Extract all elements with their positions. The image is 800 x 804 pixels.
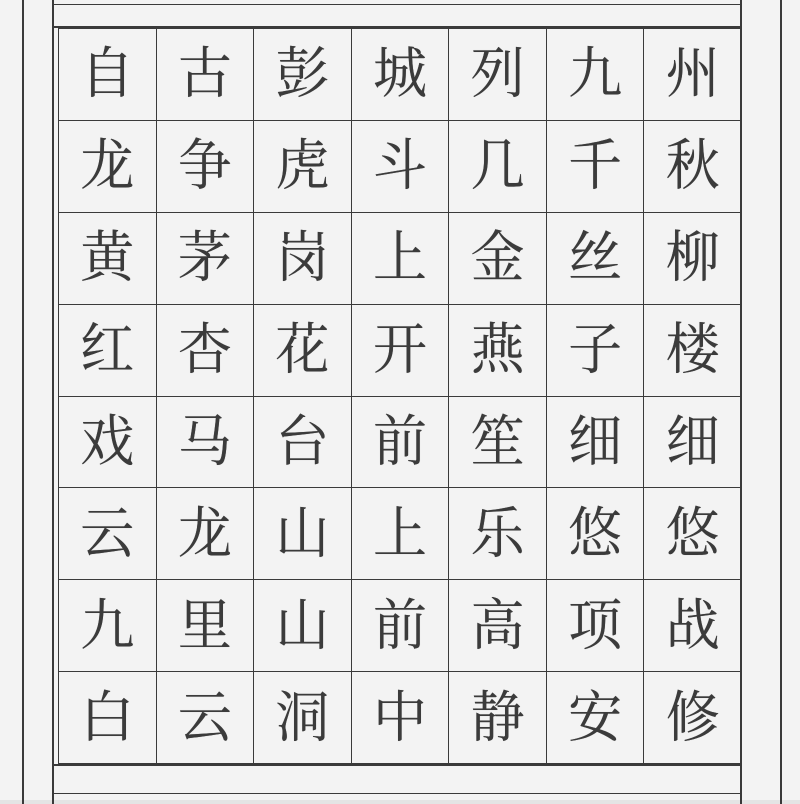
grid-cell <box>547 213 645 305</box>
grid-cell <box>352 580 450 672</box>
character: 上 <box>372 500 427 566</box>
grid-cell <box>449 213 547 305</box>
grid-cell <box>352 29 450 121</box>
grid-cell <box>157 305 255 397</box>
character: 子 <box>568 317 623 382</box>
character: 花 <box>275 317 330 382</box>
character: 高 <box>470 592 525 658</box>
grid-cell <box>352 488 450 580</box>
character: 红 <box>80 317 135 382</box>
character: 戏 <box>80 408 135 474</box>
grid-cell <box>547 580 645 672</box>
character: 九 <box>568 41 623 107</box>
character: 中 <box>372 684 427 750</box>
grid-cell <box>59 121 157 213</box>
grid-cell <box>352 672 450 764</box>
character: 安 <box>568 684 623 750</box>
grid-cell <box>157 672 255 764</box>
character: 城 <box>372 41 427 107</box>
grid-cell <box>449 397 547 489</box>
character: 白 <box>80 684 135 750</box>
character: 自 <box>80 41 135 107</box>
grid-cell <box>254 29 352 121</box>
grid-cell <box>254 672 352 764</box>
character: 彭 <box>275 41 330 107</box>
character: 山 <box>275 592 330 658</box>
top-margin-band <box>52 0 742 28</box>
character: 争 <box>177 133 232 199</box>
character: 茅 <box>177 225 232 291</box>
grid-cell <box>449 121 547 213</box>
grid-cell <box>59 488 157 580</box>
character: 杏 <box>177 317 232 382</box>
character: 秋 <box>665 133 720 199</box>
character-grid <box>58 28 742 764</box>
character: 古 <box>177 41 232 107</box>
character: 楼 <box>665 317 720 382</box>
character: 云 <box>80 500 135 566</box>
grid-cell <box>352 213 450 305</box>
character: 项 <box>568 592 623 658</box>
character: 九 <box>80 592 135 658</box>
character: 细 <box>665 408 720 474</box>
character: 斗 <box>372 133 427 199</box>
character: 上 <box>372 225 427 291</box>
character: 岗 <box>275 225 330 291</box>
character: 悠 <box>665 500 720 566</box>
character: 龙 <box>80 133 135 199</box>
grid-cell <box>157 488 255 580</box>
grid-cell <box>547 672 645 764</box>
grid-cell <box>59 397 157 489</box>
grid-cell <box>644 305 742 397</box>
character: 笙 <box>470 408 525 474</box>
grid-cell <box>547 121 645 213</box>
grid-cell <box>644 580 742 672</box>
grid-cell <box>254 305 352 397</box>
character: 列 <box>470 41 525 107</box>
grid-cell <box>644 213 742 305</box>
grid-cell <box>59 213 157 305</box>
grid-cell <box>352 305 450 397</box>
grid-cell <box>644 397 742 489</box>
grid-cell <box>59 305 157 397</box>
grid-cell <box>449 305 547 397</box>
grid-cell <box>254 213 352 305</box>
character: 黄 <box>80 225 135 291</box>
grid-cell <box>157 213 255 305</box>
character: 开 <box>372 317 427 382</box>
grid-cell <box>254 121 352 213</box>
character: 里 <box>177 592 232 658</box>
grid-cell <box>352 397 450 489</box>
character: 洞 <box>275 684 330 750</box>
character: 静 <box>470 684 525 750</box>
character: 乐 <box>470 500 525 566</box>
character: 云 <box>177 684 232 750</box>
grid-cell <box>449 672 547 764</box>
character: 细 <box>568 408 623 474</box>
character: 燕 <box>470 317 525 382</box>
character: 台 <box>275 408 330 474</box>
grid-cell <box>547 305 645 397</box>
grid-cell <box>157 121 255 213</box>
character: 丝 <box>568 225 623 291</box>
character: 悠 <box>568 500 623 566</box>
grid-cell <box>547 488 645 580</box>
grid-cell <box>352 121 450 213</box>
character: 龙 <box>177 500 232 566</box>
grid-cell <box>254 580 352 672</box>
bottom-margin-band <box>52 764 742 800</box>
grid-cell <box>157 397 255 489</box>
grid-cell <box>254 488 352 580</box>
grid-cell <box>644 672 742 764</box>
character: 马 <box>177 408 232 474</box>
grid-cell <box>449 488 547 580</box>
character: 金 <box>470 225 525 291</box>
character: 山 <box>275 500 330 566</box>
character: 千 <box>568 133 623 199</box>
grid-cell <box>59 29 157 121</box>
character: 虎 <box>275 133 330 199</box>
grid-cell <box>644 488 742 580</box>
character: 修 <box>665 684 720 750</box>
grid-cell <box>59 580 157 672</box>
grid-cell <box>59 672 157 764</box>
grid-cell <box>547 29 645 121</box>
grid-cell <box>449 580 547 672</box>
grid-cell <box>254 397 352 489</box>
grid-cell <box>449 29 547 121</box>
character: 州 <box>665 41 720 107</box>
grid-cell <box>644 121 742 213</box>
character: 前 <box>372 592 427 658</box>
grid-cell <box>157 29 255 121</box>
grid-cell <box>157 580 255 672</box>
grid-cell <box>547 397 645 489</box>
character: 战 <box>665 592 720 658</box>
character: 前 <box>372 408 427 474</box>
grid-cell <box>644 29 742 121</box>
character: 几 <box>470 133 525 199</box>
character: 柳 <box>665 225 720 291</box>
